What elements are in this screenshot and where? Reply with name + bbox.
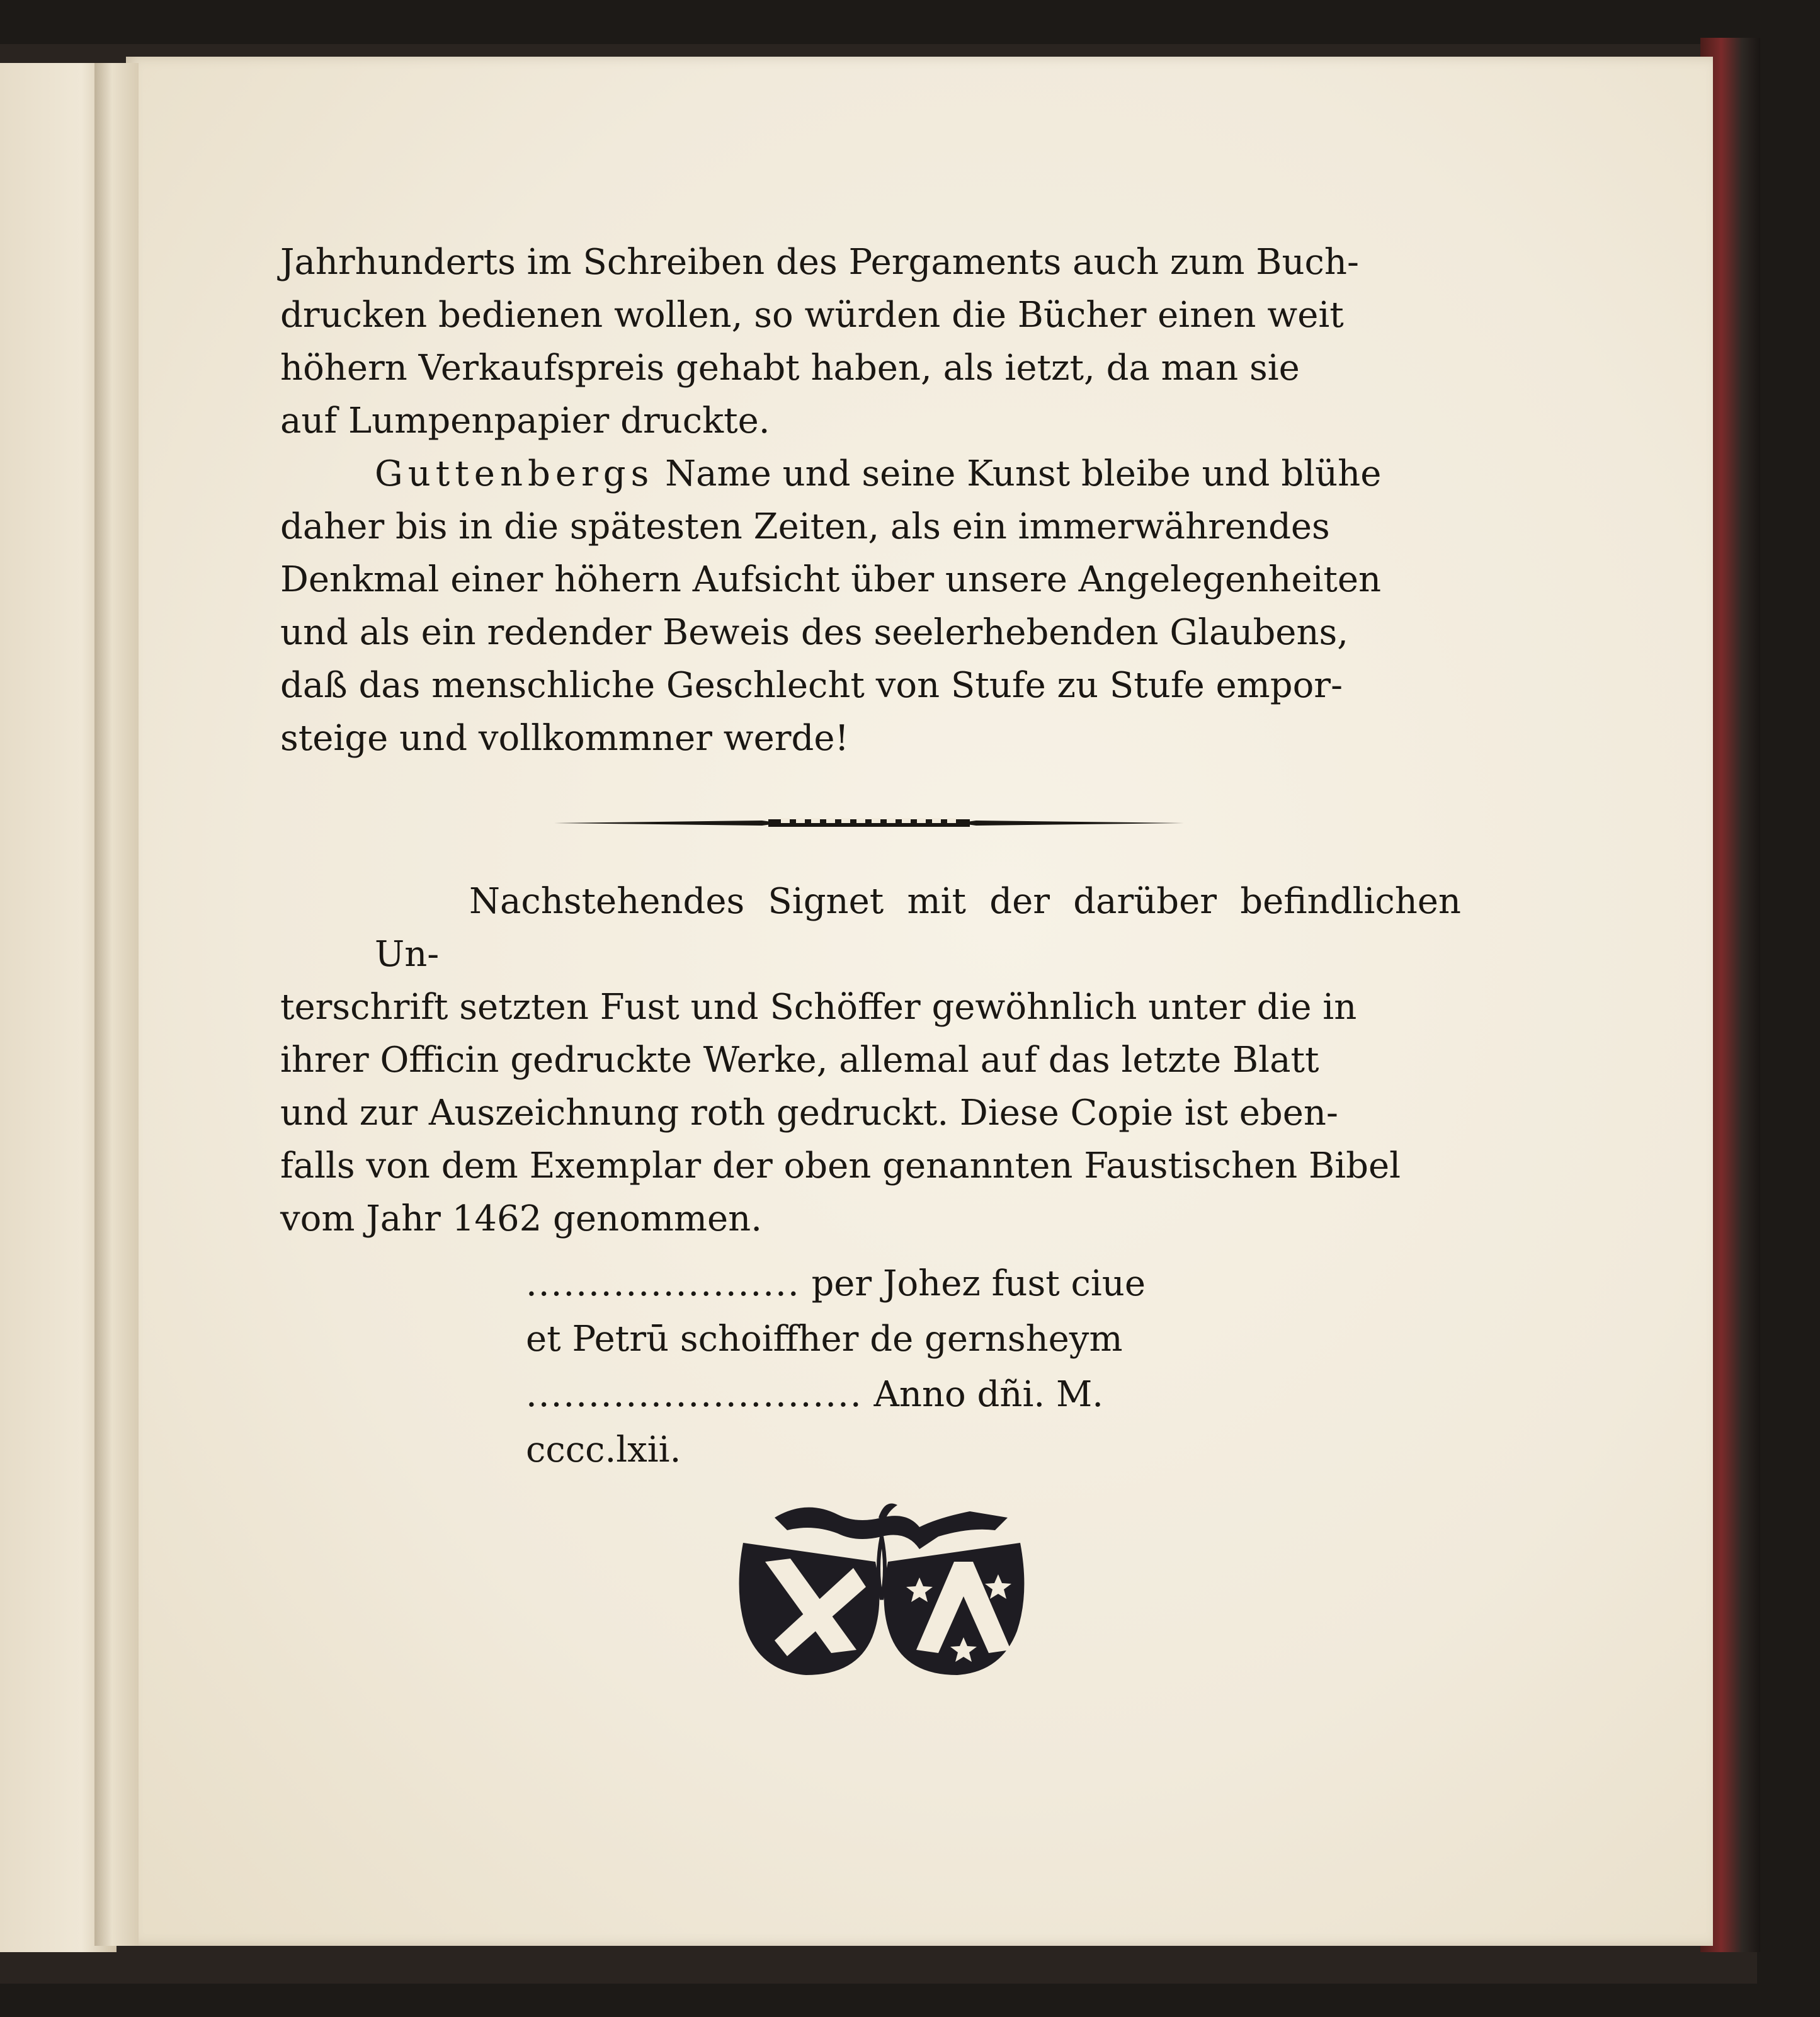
colophon-line-2: et Petrū schoiffher de gernsheym [526,1319,1123,1360]
colophon-dots: ........................... [526,1374,863,1415]
paragraph-3-line: terschrift setzten Fust und Schöffer gewöhnlich unter die in [280,987,1357,1028]
ornamental-rule-icon [554,809,1184,837]
colophon-dots: ...................... [526,1263,800,1304]
paragraph-3-line: vom Jahr 1462 genommen. [280,1198,763,1239]
body-text [280,236,1461,765]
paragraph-2-line: Name und seine Kunst bleibe und blühe [654,453,1382,494]
paragraph-3-line: falls von dem Exemplar der oben genannten Faustischen Bibel [280,1145,1401,1186]
fust-schoeffer-shields-icon [731,1492,1033,1681]
body-text-lower [280,875,1461,1246]
paragraph-2-line: und als ein redender Beweis des seelerhebenden Glaubens, [280,612,1349,653]
colophon-text: Anno dñi. M. [873,1374,1104,1415]
paragraph-2-line: Denkmal einer höhern Aufsicht über unsere Angelegenheiten [280,559,1382,600]
paragraph-2-line: steige und vollkommner werde! [280,718,849,759]
paragraph-3-line: ihrer Officin gedruckte Werke, allemal auf das letzte Blatt [280,1040,1319,1081]
paragraph-1-line: Jahrhunderts im Schreiben des Pergaments auch zum Buch- [280,242,1359,283]
paragraph-2-first-line [280,448,1461,501]
paragraph-3-line: Nachstehendes Signet mit der darüber befindlichen Un- [375,881,1461,975]
colophon-text: per Johez fust ciue [811,1263,1146,1304]
paragraph-1 [280,236,1461,448]
paragraph-1-line: drucken bedienen wollen, so würden die Bücher einen weit [280,295,1344,336]
gutter [94,63,139,1946]
colophon [526,1256,1219,1478]
colophon-line-1 [526,1256,1219,1312]
colophon-line-3 [526,1367,1219,1423]
paragraph-2-line: daher bis in die spätesten Zeiten, als ein immerwährendes [280,506,1330,547]
paragraph-1-line: höhern Verkaufspreis gehabt haben, als ietzt, da man sie [280,348,1300,389]
paragraph-3-line: und zur Auszeichnung roth gedruckt. Diese Copie ist eben- [280,1093,1338,1133]
colophon-line-4: cccc.lxii. [526,1429,681,1470]
paragraph-3 [280,875,1461,1246]
paragraph-2-line: daß das menschliche Geschlecht von Stufe zu Stufe empor- [280,665,1343,706]
paragraph-2 [280,448,1461,765]
gutenberg-name: Guttenbergs [375,453,654,494]
paragraph-1-line: auf Lumpenpapier druckte. [280,401,770,441]
